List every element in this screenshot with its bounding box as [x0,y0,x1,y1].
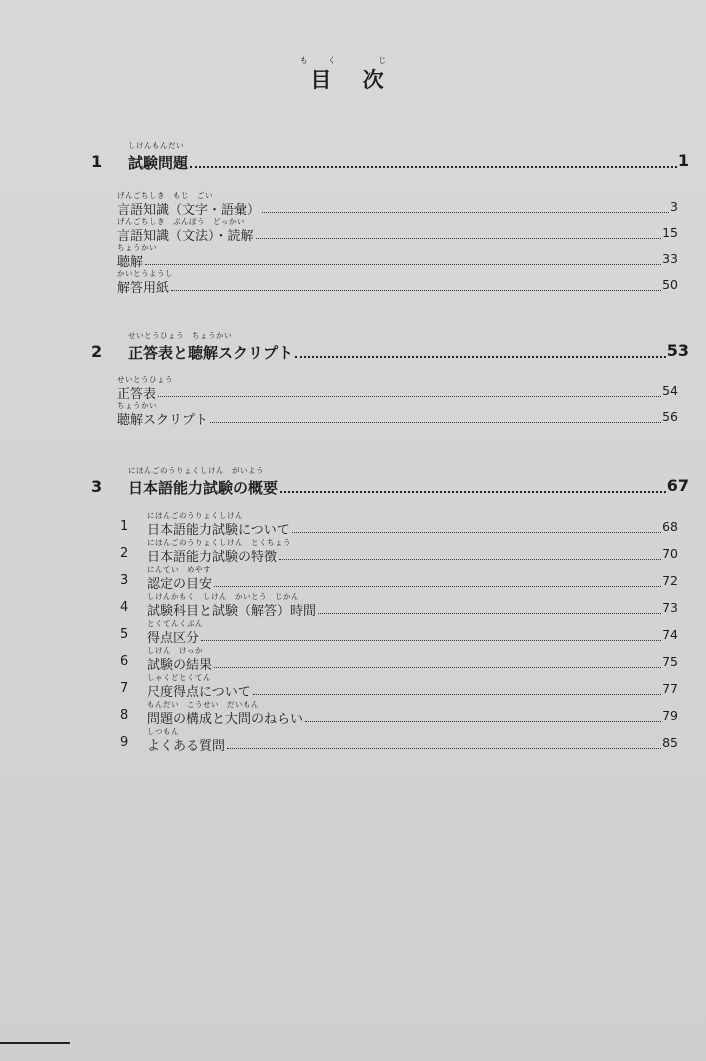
entry-ruby: かいとうようし [117,269,173,278]
entry-ruby: しゃくどとくてん [147,673,211,682]
section-page-number: 1 [677,151,689,170]
section-number: 2 [91,342,103,361]
entry-ruby: げんごちしき ぶんぽう どっかい [117,217,245,226]
entry-title: よくある質問 [147,739,226,754]
entry-number: 7 [120,681,129,696]
entry-number: 5 [120,627,129,642]
entry-number: 8 [120,708,129,723]
entry-number: 4 [120,600,129,615]
entry-title: 日本語能力試験の特徴 [147,550,278,565]
entry-number: 6 [120,654,129,669]
entry-number: 2 [120,546,129,561]
entry-title: 試験科目と試験（解答）時間 [147,604,317,619]
entry-leader-dots [292,532,661,533]
entry-leader-dots [318,613,661,614]
section-ruby: せいとうひょう ちょうかい [128,331,232,340]
entry-page-number: 54 [662,383,678,398]
entry-leader-dots [305,721,661,722]
entry-ruby: げんごちしき もじ ごい [117,191,213,200]
entry-ruby: せいとうひょう [117,375,173,384]
section-number: 1 [91,152,103,171]
entry-leader-dots [214,586,661,587]
entry-leader-dots [171,290,661,291]
entry-title: 問題の構成と大問のねらい [147,712,304,727]
entry-page-number: 3 [670,199,678,214]
entry-page-number: 75 [662,654,678,669]
entry-ruby: ちょうかい [117,243,157,252]
section-leader-dots [190,166,677,168]
entry-ruby: しけん けっか [147,646,203,655]
entry-ruby: とくてんくぶん [147,619,203,628]
entry-ruby: もんだい こうせい だいもん [147,700,259,709]
entry-leader-dots [145,264,661,265]
entry-number: 1 [120,519,129,534]
page-edge-rule [0,1042,70,1044]
entry-title: 言語知識（文字・語彙） [117,203,261,218]
entry-leader-dots [253,694,661,695]
entry-page-number: 33 [662,251,678,266]
entry-title: 聴解 [117,255,144,270]
entry-title: 日本語能力試験について [147,523,290,538]
entry-page-number: 70 [662,546,678,561]
entry-page-number: 77 [662,681,678,696]
entry-page-number: 56 [662,409,678,424]
entry-title: 試験の結果 [147,658,213,673]
section-page-number: 53 [666,341,689,360]
title-ruby: もく じ [299,56,407,65]
entry-ruby: しつもん [147,727,179,736]
entry-leader-dots [256,238,661,239]
entry-page-number: 74 [662,627,678,642]
entry-page-number: 15 [662,225,678,240]
section-leader-dots [295,356,666,358]
entry-leader-dots [201,640,661,641]
section-title: 正答表と聴解スクリプト [128,344,294,362]
entry-ruby: にんてい めやす [147,565,211,574]
entry-leader-dots [279,559,661,560]
entry-number: 3 [120,573,129,588]
entry-page-number: 79 [662,708,678,723]
entry-title: 尺度得点について [147,685,251,700]
entry-ruby: ちょうかい [117,401,157,410]
section-ruby: にほんごのうりょくしけん がいよう [128,466,264,475]
entry-leader-dots [227,748,661,749]
entry-title: 認定の目安 [147,577,213,592]
entry-page-number: 68 [662,519,678,534]
entry-title: 聴解スクリプト [117,413,209,428]
entry-title: 言語知識（文法）・読解 [117,229,254,244]
entry-title: 解答用紙 [117,281,170,296]
section-number: 3 [91,477,103,496]
section-title: 試験問題 [128,154,189,172]
entry-title: 得点区分 [147,631,200,646]
entry-leader-dots [210,422,661,423]
page-title: 目 次 [310,68,396,92]
entry-title: 正答表 [117,387,157,402]
entry-page-number: 85 [662,735,678,750]
entry-ruby: しけんかもく しけん かいとう じかん [147,592,299,601]
entry-page-number: 73 [662,600,678,615]
entry-leader-dots [214,667,661,668]
entry-leader-dots [158,396,661,397]
entry-page-number: 50 [662,277,678,292]
entry-ruby: にほんごのうりょくしけん とくちょう [147,538,291,547]
section-leader-dots [280,491,666,493]
entry-leader-dots [262,212,669,213]
entry-page-number: 72 [662,573,678,588]
entry-ruby: にほんごのうりょくしけん [147,511,243,520]
section-title: 日本語能力試験の概要 [128,479,279,497]
entry-number: 9 [120,735,129,750]
section-page-number: 67 [666,476,689,495]
section-ruby: しけんもんだい [128,141,184,150]
